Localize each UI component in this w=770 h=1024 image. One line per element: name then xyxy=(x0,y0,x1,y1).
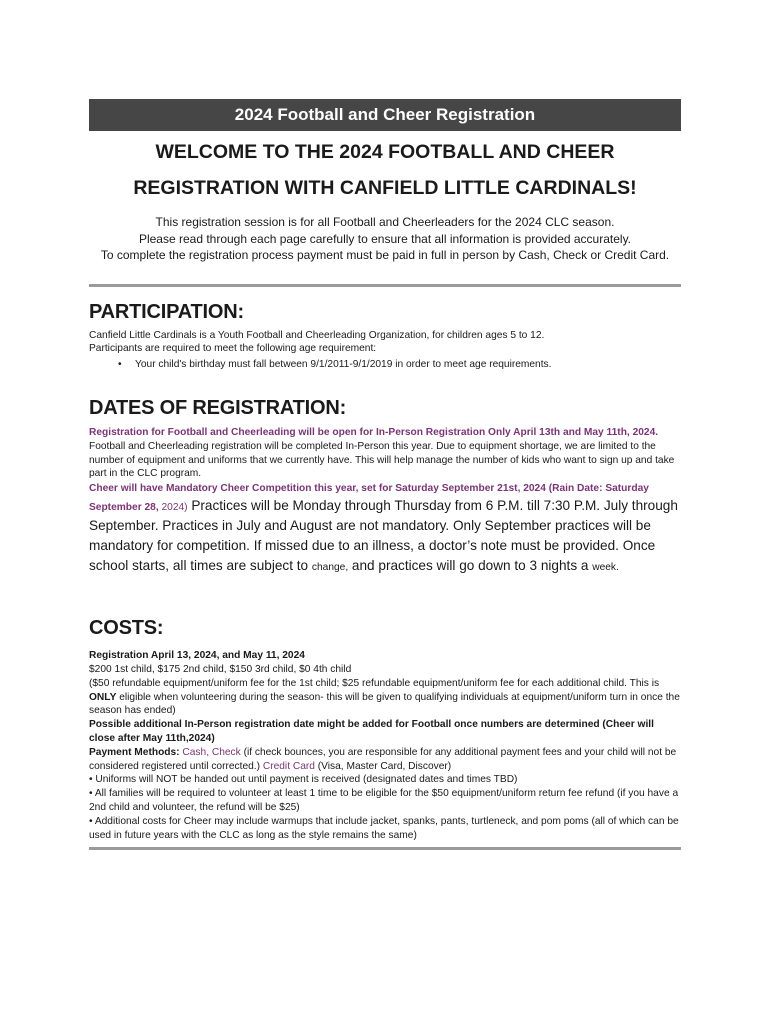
participation-body xyxy=(89,329,681,373)
registration-text: Football and Cheerleading registration will be completed In-Person this year. Due to equipment shortage, we are limited to the number of equipment and uniforms that we currently have. This will help manage the number of kids who want to sign up and take part in the CLC program. xyxy=(89,440,675,480)
practice-text-b: and practices will go down to 3 nights a xyxy=(348,558,593,574)
costs-possible-date: Possible additional In-Person registration date might be added for Football once numbers are determined (Cheer will close after May 11th,2024) xyxy=(89,719,654,745)
payment-credit-card: Credit Card xyxy=(260,760,315,772)
participation-heading: PARTICIPATION: xyxy=(89,300,244,323)
registration-highlight: Registration for Football and Cheerleading will be open for In-Person Registration Only April 13th and May 11th, 2024. xyxy=(89,427,659,439)
page-banner: 2024 Football and Cheer Registration xyxy=(89,99,681,131)
list-item: • Your child's birthday must fall between 9/1/2011-9/1/2019 in order to meet age requirements. xyxy=(135,358,681,372)
practice-change-word: change, xyxy=(311,562,349,574)
dates-body xyxy=(89,426,681,576)
payment-label: Payment Methods: xyxy=(89,746,180,758)
payment-methods xyxy=(89,746,681,774)
welcome-heading xyxy=(89,134,681,206)
section-divider xyxy=(89,847,681,850)
section-divider xyxy=(89,284,681,287)
costs-fee-note xyxy=(89,677,681,718)
welcome-line-2: REGISTRATION WITH CANFIELD LITTLE CARDINALS! xyxy=(133,177,637,199)
practice-text-a: Practices will be Monday through Thursday from 6 P.M. till 7:30 P.M. July through September. Practices in July and August are not mandatory. Only September practices will be mandatory for competition. If missed due to an illness, a doctor’s note must be provided. Once school starts, all times are subject to xyxy=(89,498,678,574)
intro-text xyxy=(89,214,681,264)
list-item: • All families will be required to volunteer at least 1 time to be eligible for the $50 equipment/uniform return fee refund (if you have a 2nd child and volunteer, the refund will be $25) xyxy=(89,788,679,814)
fee-note-b: eligible when volunteering during the season- this will be given to qualifying individuals at equipment/uniform turn in once the season has ended) xyxy=(89,691,680,717)
costs-registration-dates: Registration April 13, 2024, and May 11, 2024 xyxy=(89,650,305,662)
participation-list xyxy=(89,358,681,372)
costs-prices: $200 1st child, $175 2nd child, $150 3rd child, $0 4th child xyxy=(89,664,352,676)
payment-card-note: (Visa, Master Card, Discover) xyxy=(314,760,452,772)
list-item: • Additional costs for Cheer may include warmups that include jacket, spanks, pants, turtleneck, and pom poms (all of which can be used in future years with the CLC as long as the style remains the same) xyxy=(89,815,679,841)
costs-heading: COSTS: xyxy=(89,617,164,640)
participation-line-2: Participants are required to meet the following age requirement: xyxy=(89,343,377,355)
registration-paragraph xyxy=(89,426,681,481)
practice-week-word: week. xyxy=(592,562,619,574)
document-page xyxy=(89,99,681,850)
dates-heading: DATES OF REGISTRATION: xyxy=(89,397,347,420)
intro-paragraph-2: Please read through each page carefully to ensure that all information is provided accurately. xyxy=(138,231,632,246)
cheer-competition-highlight: Cheer will have Mandatory Cheer Competition this year, set for Saturday September 21st, 2024 (Rain Date: Saturday September 28, xyxy=(89,483,649,514)
fee-note-only: ONLY xyxy=(89,691,117,703)
cheer-rain-year: 2024) xyxy=(158,502,188,514)
payment-check-note: (if check bounces, you are responsible for any additional payment fees and your child will not be considered registered until corrected.) xyxy=(89,746,677,772)
list-item: • Uniforms will NOT be handed out until payment is received (designated dates and times TBD) xyxy=(89,774,518,786)
intro-paragraph-3: To complete the registration process payment must be paid in full in person by Cash, Check or Credit Card. xyxy=(100,248,670,262)
intro-paragraph-1: This registration session is for all Football and Cheerleaders for the 2024 CLC season. xyxy=(155,215,615,229)
welcome-line-1: WELCOME TO THE 2024 FOOTBALL AND CHEER xyxy=(155,141,615,163)
cheer-practice-paragraph xyxy=(89,481,681,576)
fee-note-a: ($50 refundable equipment/uniform fee for the 1st child; $25 refundable equipment/uniform fee for each additional child. This is xyxy=(89,677,660,689)
participation-line-1: Canfield Little Cardinals is a Youth Football and Cheerleading Organization, for children ages 5 to 12. xyxy=(89,329,545,341)
costs-body xyxy=(89,649,681,842)
payment-cash-check: Cash, Check xyxy=(179,746,241,758)
